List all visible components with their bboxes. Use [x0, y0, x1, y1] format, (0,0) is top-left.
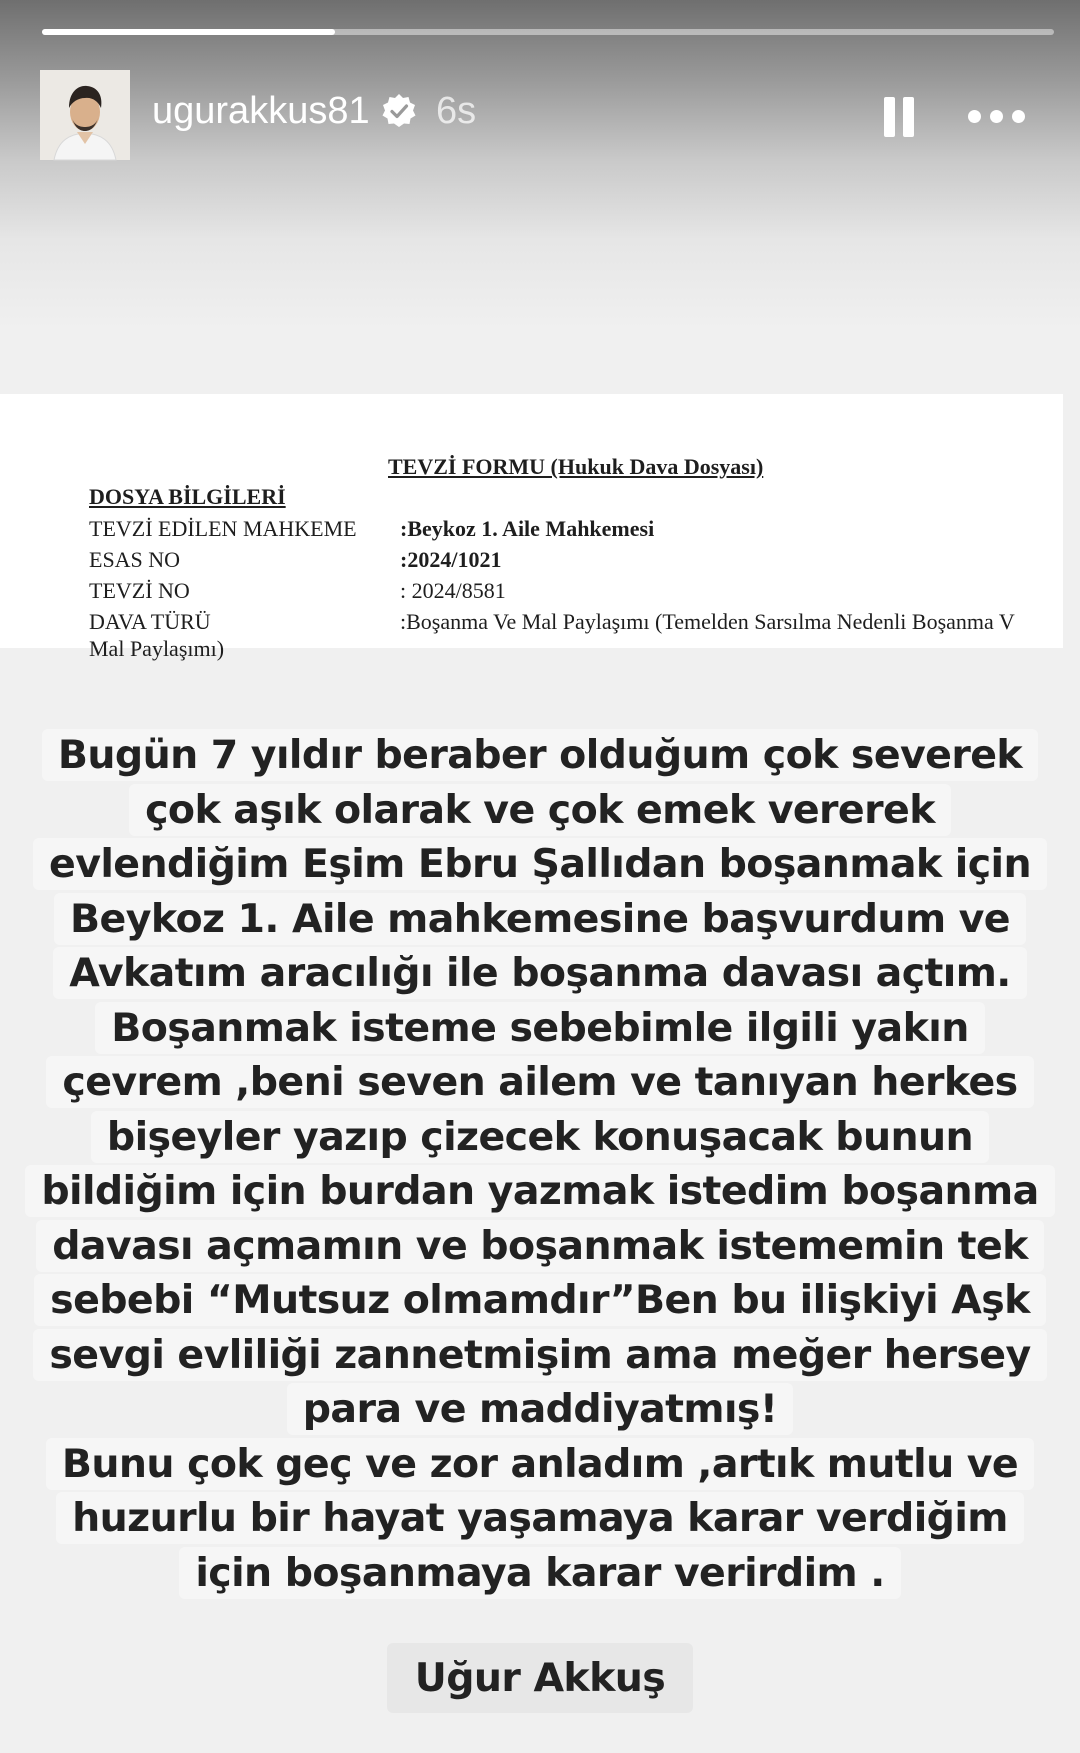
message-line: Bunu çok geç ve zor anladım ,artık mutlu ve: [20, 1437, 1060, 1492]
document-row-value: :2024/1021: [400, 547, 502, 572]
message-line: sebebi “Mutsuz olmamdır”Ben bu ilişkiyi Aşk: [20, 1273, 1060, 1328]
message-line: bildiğim için burdan yazmak istedim boşanma: [20, 1164, 1060, 1219]
pause-button[interactable]: [872, 88, 928, 144]
document-row-value: :Beykoz 1. Aile Mahkemesi: [400, 516, 655, 541]
avatar[interactable]: [40, 70, 130, 160]
document-row-label: ESAS NO: [89, 547, 181, 572]
message-line: evlendiğim Eşim Ebru Şallıdan boşanmak için: [20, 837, 1060, 892]
message-line: Beykoz 1. Aile mahkemesine başvurdum ve: [20, 892, 1060, 947]
message-line: sevgi evliliği zannetmişim ama meğer hersey: [20, 1328, 1060, 1383]
pause-icon: [903, 97, 914, 137]
verified-badge-icon: [380, 92, 418, 130]
document-row-value: :Boşanma Ve Mal Paylaşımı (Temelden Sarsılma Nedenli Boşanma V: [400, 609, 1015, 634]
username[interactable]: ugurakkus81: [152, 90, 370, 132]
more-options-button[interactable]: [960, 90, 1032, 142]
story-progress-fill: [42, 29, 335, 35]
court-document-image: [0, 394, 1063, 661]
message-line: davası açmamın ve boşanmak istememin tek: [20, 1219, 1060, 1274]
message-line: bişeyler yazıp çizecek konuşacak bunun: [20, 1110, 1060, 1165]
more-options-icon: [968, 110, 981, 123]
more-options-icon: [1012, 110, 1025, 123]
profile-photo-icon: [40, 70, 130, 160]
post-time: 6s: [436, 90, 477, 132]
story-progress-bar: [42, 29, 1054, 35]
document-row-label: TEVZİ NO: [89, 578, 190, 603]
message-line: huzurlu bir hayat yaşamaya karar verdiğim: [20, 1491, 1060, 1546]
document-cut-line: Mal Paylaşımı): [89, 636, 225, 661]
message-line: para ve maddiyatmış!: [20, 1382, 1060, 1437]
story-header: [0, 62, 1080, 162]
document-row-value: : 2024/8581: [400, 578, 506, 603]
message-line: çok aşık olarak ve çok emek vererek: [20, 783, 1060, 838]
signature: Uğur Akkuş: [0, 1655, 1080, 1701]
message-line: Boşanmak isteme sebebimle ilgili yakın: [20, 1001, 1060, 1056]
more-options-icon: [990, 110, 1003, 123]
message-line: çevrem ,beni seven ailem ve tanıyan herkes: [20, 1055, 1060, 1110]
message-line: Avkatım aracılığı ile boşanma davası açtım.: [20, 946, 1060, 1001]
document-section-heading: DOSYA BİLGİLERİ: [89, 484, 286, 509]
document-title: TEVZİ FORMU (Hukuk Dava Dosyası): [388, 454, 764, 479]
story-text-message: [20, 728, 1060, 1600]
message-line: Bugün 7 yıldır beraber olduğum çok severek: [20, 728, 1060, 783]
pause-icon: [884, 97, 895, 137]
document-row-label: DAVA TÜRÜ: [89, 609, 211, 634]
message-line: için boşanmaya karar verirdim .: [20, 1546, 1060, 1601]
document-row-label: TEVZİ EDİLEN MAHKEME: [89, 516, 357, 541]
